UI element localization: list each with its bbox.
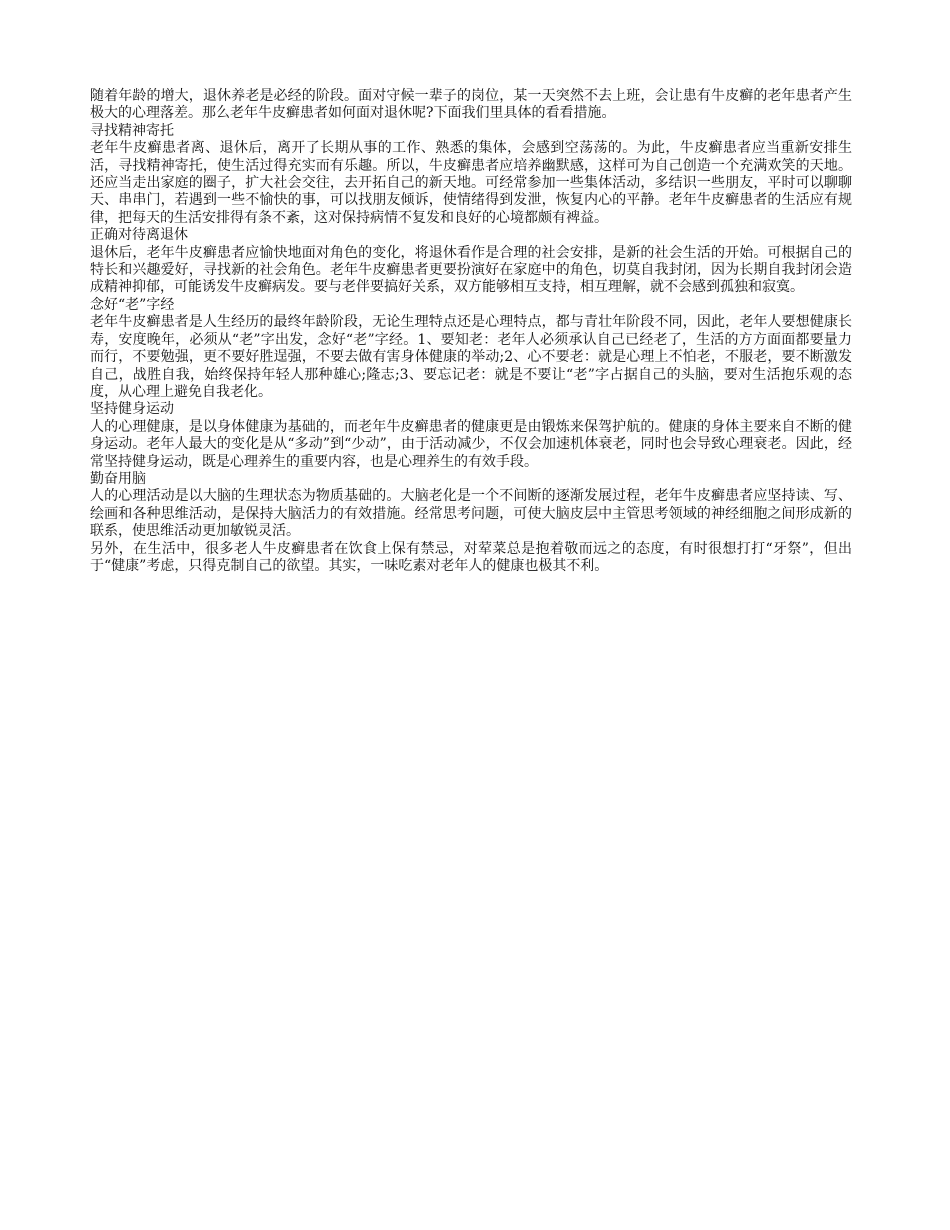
closing-paragraph: 另外，在生活中，很多老人牛皮癣患者在饮食上保有禁忌，对荤菜总是抱着敬而远之的态度，有时很想打打“牙祭”，但出于“健康”考虑，只得克制自己的欲望。其实，一味吃素对老年人的健康也极其不利。 [90,540,852,574]
section-heading-old-age: 念好“老”字经 [90,296,175,313]
article [90,88,852,575]
section-body-spiritual: 老年牛皮癣患者离、退休后，离开了长期从事的工作、熟悉的集体，会感到空荡荡的。为此，牛皮癣患者应当重新安排生活，寻找精神寄托，使生活过得充实而有乐趣。所以，牛皮癣患者应培养幽默感，这样可为自己创造一个充满欢笑的天地。还应当走出家庭的圈子，扩大社会交往，去开拓自己的新天地。可经常参加一些集体活动，多结识一些朋友，平时可以聊聊天、串串门，若遇到一些不愉快的事，可以找朋友倾诉，使情绪得到发泄，恢复内心的平静。老年牛皮癣患者的生活应有规律，把每天的生活安排得有条不紊，这对保持病情不复发和良好的心境都颇有裨益。 [90,140,852,226]
section-heading-brain: 勤奋用脑 [90,470,146,487]
section-body-exercise: 人的心理健康，是以身体健康为基础的，而老年牛皮癣患者的健康更是由锻炼来保驾护航的。健康的身体主要来自不断的健身运动。老年人最大的变化是从“多动”到“少动”，由于活动减少，不仅会加速机体衰老，同时也会导致心理衰老。因此，经常坚持健身运动，既是心理养生的重要内容，也是心理养生的有效手段。 [90,418,852,470]
section-heading-retirement: 正确对待离退休 [90,227,188,244]
section-body-retirement: 退休后，老年牛皮癣患者应愉快地面对角色的变化，将退休看作是合理的社会安排，是新的社会生活的开始。可根据自己的特长和兴趣爱好，寻找新的社会角色。老年牛皮癣患者更要扮演好在家庭中的角色，切莫自我封闭，因为长期自我封闭会造成精神抑郁，可能诱发牛皮癣病发。要与老伴要搞好关系，双方能够相互支持，相互理解，就不会感到孤独和寂寞。 [90,244,852,296]
intro-paragraph: 随着年龄的增大，退休养老是必经的阶段。面对守候一辈子的岗位，某一天突然不去上班，会让患有牛皮癣的老年患者产生极大的心理落差。那么老年牛皮癣患者如何面对退休呢?下面我们里具体的看看措施。 [90,88,852,122]
section-heading-exercise: 坚持健身运动 [90,401,174,418]
section-heading-spiritual: 寻找精神寄托 [90,122,174,139]
section-body-brain: 人的心理活动是以大脑的生理状态为物质基础的。大脑老化是一个不间断的逐渐发展过程，老年牛皮癣患者应坚持读、写、绘画和各种思维活动，是保持大脑活力的有效措施。经常思考问题，可使大脑皮层中主管思考领域的神经细胞之间形成新的联系，使思维活动更加敏锐灵活。 [90,488,852,540]
section-body-old-age: 老年牛皮癣患者是人生经历的最终年龄阶段，无论生理特点还是心理特点，都与青壮年阶段不同，因此，老年人要想健康长寿，安度晚年，必须从“老”字出发，念好“老”字经。1、要知老：老年人必须承认自己已经老了，生活的方方面面都要量力而行，不要勉强，更不要好胜逞强，不要去做有害身体健康的举动;2、心不要老：就是心理上不怕老，不服老，要不断激发自己，战胜自我，始终保持年轻人那种雄心;隆志;3、要忘记老：就是不要让“老”字占据自己的头脑，要对生活抱乐观的态度，从心理上避免自我老化。 [90,314,852,400]
